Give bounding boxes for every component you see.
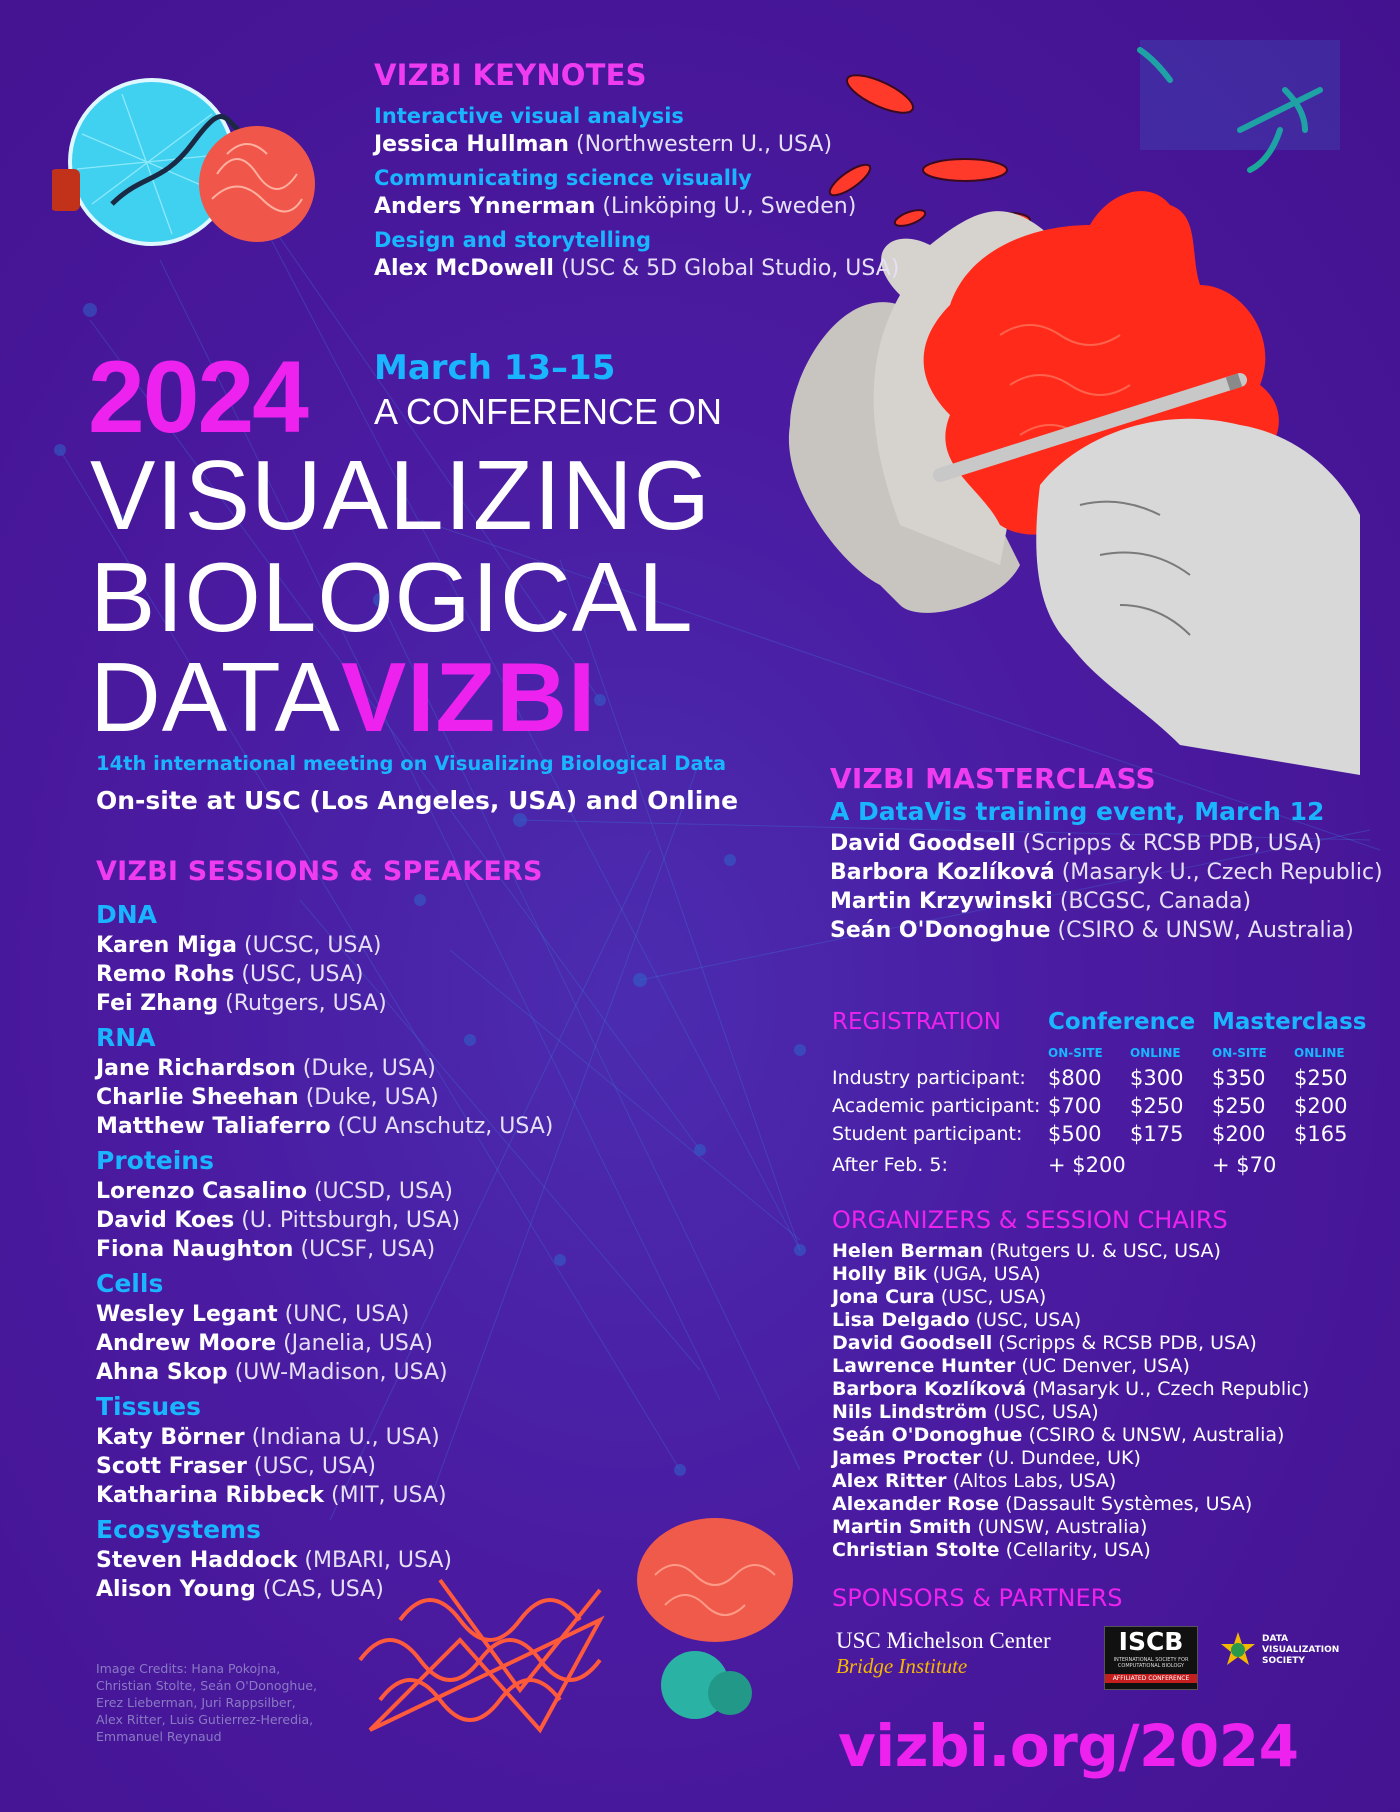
organizer-affiliation: (Altos Labs, USA) [952, 1470, 1117, 1492]
speaker-affiliation: (MBARI, USA) [304, 1548, 452, 1573]
session-group [96, 1391, 656, 1510]
registration-heading: REGISTRATION [832, 1009, 1001, 1035]
price-cell: $165 [1294, 1122, 1348, 1146]
speaker-affiliation: (UNC, USA) [284, 1302, 410, 1327]
event-dates: March 13–15 [374, 348, 616, 388]
iscb-tagline: AFFILIATED CONFERENCE [1105, 1674, 1197, 1683]
registration-row [832, 1120, 1376, 1148]
organizer-affiliation: (USC, USA) [975, 1309, 1082, 1331]
speaker-affiliation: (U. Pittsburgh, USA) [241, 1208, 461, 1233]
masterclass-speaker: Barbora Kozlíková [830, 860, 1055, 885]
speaker-name: Andrew Moore [96, 1331, 277, 1356]
session-name: DNA [96, 900, 158, 929]
session-name: RNA [96, 1023, 156, 1052]
speaker-affiliation: (Janelia, USA) [283, 1331, 433, 1356]
session-name: Proteins [96, 1146, 214, 1175]
bridge-institute-text: Bridge Institute [836, 1654, 968, 1678]
organizers-section [832, 1206, 1309, 1562]
session-group [96, 1022, 656, 1141]
session-group [96, 1514, 656, 1604]
price-cell: $250 [1130, 1094, 1184, 1118]
masterclass-speaker: Seán O'Donoghue [830, 918, 1051, 943]
speaker-affiliation: (BCGSC, Canada) [1059, 889, 1252, 914]
organizer-affiliation: (CSIRO & UNSW, Australia) [1028, 1424, 1285, 1446]
speaker-name: Fei Zhang [96, 991, 219, 1016]
dvs-logo-text: DATA VISUALIZATION SOCIETY [1262, 1634, 1340, 1666]
masterclass-section [830, 762, 1383, 945]
organizer-name: Nils Lindström [832, 1401, 988, 1423]
session-group [96, 1268, 656, 1387]
organizer-affiliation: (UNSW, Australia) [977, 1516, 1148, 1538]
organizer-affiliation: (Cellarity, USA) [1005, 1539, 1151, 1561]
organizer-affiliation: (U. Dundee, UK) [987, 1447, 1141, 1469]
keynote-topic: Interactive visual analysis [374, 104, 684, 128]
late-fee-label: After Feb. 5: [832, 1154, 948, 1176]
keynote-topic: Communicating science visually [374, 166, 752, 190]
speaker-name: David Koes [96, 1208, 235, 1233]
title-line-visualizing: VISUALIZING [90, 440, 711, 550]
price-cell: $200 [1294, 1094, 1348, 1118]
speaker-affiliation: (MIT, USA) [331, 1483, 447, 1508]
speaker-name: Katy Börner [96, 1425, 245, 1450]
conference-on-text: A CONFERENCE ON [374, 391, 723, 432]
organizer-name: Jona Cura [832, 1286, 935, 1308]
session-name: Tissues [96, 1392, 202, 1421]
speaker-affiliation: (UW-Madison, USA) [234, 1360, 448, 1385]
speaker-name: Scott Fraser [96, 1454, 247, 1479]
speaker-name: Wesley Legant [96, 1302, 278, 1327]
keynotes-heading: VIZBI KEYNOTES [374, 58, 647, 92]
organizer-affiliation: (Dassault Systèmes, USA) [1005, 1493, 1253, 1515]
price-cell: $250 [1294, 1066, 1348, 1090]
organizer-affiliation: (UC Denver, USA) [1021, 1355, 1190, 1377]
title-line-biological: BIOLOGICAL [90, 542, 694, 652]
masterclass-heading: VIZBI MASTERCLASS [830, 762, 1156, 795]
location-text: On-site at USC (Los Angeles, USA) and Online [96, 786, 739, 815]
registration-row [832, 1064, 1376, 1092]
organizer-name: Helen Berman [832, 1240, 984, 1262]
price-cell: $175 [1130, 1122, 1184, 1146]
session-name: Cells [96, 1269, 164, 1298]
organizer-name: David Goodsell [832, 1332, 993, 1354]
price-cell: $200 [1212, 1122, 1266, 1146]
organizer-affiliation: (UGA, USA) [932, 1263, 1041, 1285]
keynote-speaker: Anders Ynnerman [374, 194, 596, 219]
session-group [96, 899, 656, 1018]
speaker-name: Ahna Skop [96, 1360, 228, 1385]
iscb-logo-text: ISCB [1118, 1627, 1184, 1656]
dvs-star-icon [1218, 1630, 1258, 1670]
organizer-affiliation: (USC, USA) [940, 1286, 1047, 1308]
session-group [96, 1145, 656, 1264]
price-cell: $800 [1048, 1066, 1102, 1090]
organizer-list [832, 1240, 1309, 1562]
speaker-affiliation: (UCSF, USA) [300, 1237, 436, 1262]
organizer-name: James Procter [832, 1447, 982, 1469]
registration-row [832, 1092, 1376, 1120]
organizer-affiliation: (Rutgers U. & USC, USA) [989, 1240, 1221, 1262]
organizers-heading: ORGANIZERS & SESSION CHAIRS [832, 1206, 1228, 1234]
speaker-affiliation: (CU Anschutz, USA) [337, 1114, 554, 1139]
speaker-affiliation: (USC, USA) [253, 1454, 376, 1479]
organizer-name: Alexander Rose [832, 1493, 1000, 1515]
speaker-name: Charlie Sheehan [96, 1085, 299, 1110]
keynote-affiliation: (Northwestern U., USA) [575, 132, 833, 157]
speaker-affiliation: (UCSC, USA) [244, 933, 382, 958]
price-cell: $700 [1048, 1094, 1102, 1118]
cell-cluster-image [635, 1515, 795, 1725]
cell-illustration-image [52, 74, 322, 274]
masterclass-column-header: Masterclass [1212, 1009, 1367, 1035]
keynotes-section [374, 58, 899, 283]
sessions-section [96, 856, 656, 1604]
keynote-speaker: Jessica Hullman [374, 132, 569, 157]
subtitle: 14th international meeting on Visualizing Biological Data [96, 752, 727, 775]
price-cell: $300 [1130, 1066, 1184, 1090]
registration-section [832, 1008, 1376, 1182]
organizer-name: Alex Ritter [832, 1470, 947, 1492]
speaker-affiliation: (UCSD, USA) [313, 1179, 453, 1204]
session-name: Ecosystems [96, 1515, 261, 1544]
late-fee-masterclass: + $70 [1212, 1153, 1277, 1177]
speaker-affiliation: (CAS, USA) [262, 1577, 384, 1602]
conference-column-header: Conference [1048, 1009, 1196, 1035]
image-credits [96, 1660, 317, 1745]
participant-type: Industry participant: [832, 1067, 1026, 1089]
organizer-name: Lawrence Hunter [832, 1355, 1016, 1377]
speaker-affiliation: (Indiana U., USA) [251, 1425, 440, 1450]
vizbi-brand: VIZBI [340, 642, 597, 752]
masterclass-speaker: Martin Krzywinski [830, 889, 1053, 914]
credit-line: Emmanuel Reynaud [96, 1729, 222, 1744]
speaker-name: Remo Rohs [96, 962, 235, 987]
credit-line: Alex Ritter, Luis Gutierrez-Heredia, [96, 1712, 314, 1727]
organizer-name: Seán O'Donoghue [832, 1424, 1023, 1446]
organizer-affiliation: (Scripps & RCSB PDB, USA) [998, 1332, 1257, 1354]
credit-line: Image Credits: Hana Pokojna, [96, 1661, 281, 1676]
speaker-name: Jane Richardson [96, 1056, 296, 1081]
speaker-affiliation: (Masaryk U., Czech Republic) [1061, 860, 1383, 885]
speaker-affiliation: (Duke, USA) [302, 1056, 436, 1081]
online-label: ONLINE [1130, 1046, 1181, 1060]
participant-type: Academic participant: [832, 1095, 1041, 1117]
keynote-affiliation: (USC & 5D Global Studio, USA) [560, 256, 900, 281]
keynote-topic: Design and storytelling [374, 228, 651, 252]
organizer-name: Holly Bik [832, 1263, 927, 1285]
speaker-affiliation: (Duke, USA) [305, 1085, 439, 1110]
registration-table [832, 1008, 1376, 1182]
masterclass-speaker: David Goodsell [830, 831, 1016, 856]
speaker-name: Lorenzo Casalino [96, 1179, 307, 1204]
usc-logo-text: USC Michelson Center [836, 1628, 1051, 1653]
onsite-label: ON-SITE [1212, 1046, 1267, 1060]
onsite-label: ON-SITE [1048, 1046, 1103, 1060]
speaker-name: Fiona Naughton [96, 1237, 294, 1262]
iscb-logo [1104, 1626, 1198, 1690]
website-url[interactable]: vizbi.org/2024 [838, 1712, 1299, 1780]
usc-michelson-logo [836, 1628, 1096, 1679]
speaker-affiliation: (Scripps & RCSB PDB, USA) [1022, 831, 1322, 856]
registration-late-row [832, 1148, 1376, 1182]
speaker-name: Steven Haddock [96, 1548, 298, 1573]
speaker-name: Karen Miga [96, 933, 238, 958]
price-cell: $250 [1212, 1094, 1266, 1118]
title-line-data [90, 642, 597, 752]
organizer-affiliation: (Masaryk U., Czech Republic) [1032, 1378, 1310, 1400]
price-cell: $350 [1212, 1066, 1266, 1090]
organizer-affiliation: (USC, USA) [993, 1401, 1099, 1423]
organizer-name: Barbora Kozlíková [832, 1378, 1027, 1400]
title-data: DATA [90, 642, 341, 752]
keynote-affiliation: (Linköping U., Sweden) [602, 194, 857, 219]
organizer-name: Lisa Delgado [832, 1309, 970, 1331]
late-fee-conference: + $200 [1048, 1153, 1126, 1177]
year-heading: 2024 [88, 340, 307, 454]
masterclass-subheading: A DataVis training event, March 12 [830, 797, 1325, 826]
speaker-name: Alison Young [96, 1577, 256, 1602]
data-viz-society-logo [1218, 1630, 1348, 1674]
organizer-name: Christian Stolte [832, 1539, 1000, 1561]
keynote-speaker: Alex McDowell [374, 256, 554, 281]
price-cell: $500 [1048, 1122, 1102, 1146]
organizer-name: Martin Smith [832, 1516, 972, 1538]
sponsors-heading: SPONSORS & PARTNERS [832, 1584, 1123, 1612]
speaker-affiliation: (CSIRO & UNSW, Australia) [1057, 918, 1354, 943]
credit-line: Erez Lieberman, Juri Rappsilber, [96, 1695, 296, 1710]
speaker-affiliation: (Rutgers, USA) [225, 991, 387, 1016]
iscb-subtext: INTERNATIONAL SOCIETY FOR COMPUTATIONAL BIOLOGY [1113, 1657, 1189, 1669]
online-label: ONLINE [1294, 1046, 1345, 1060]
credit-line: Christian Stolte, Seán O'Donoghue, [96, 1678, 317, 1693]
sessions-heading: VIZBI SESSIONS & SPEAKERS [96, 856, 543, 887]
speaker-affiliation: (USC, USA) [241, 962, 364, 987]
participant-type: Student participant: [832, 1123, 1023, 1145]
speaker-name: Katharina Ribbeck [96, 1483, 325, 1508]
speaker-name: Matthew Taliaferro [96, 1114, 331, 1139]
